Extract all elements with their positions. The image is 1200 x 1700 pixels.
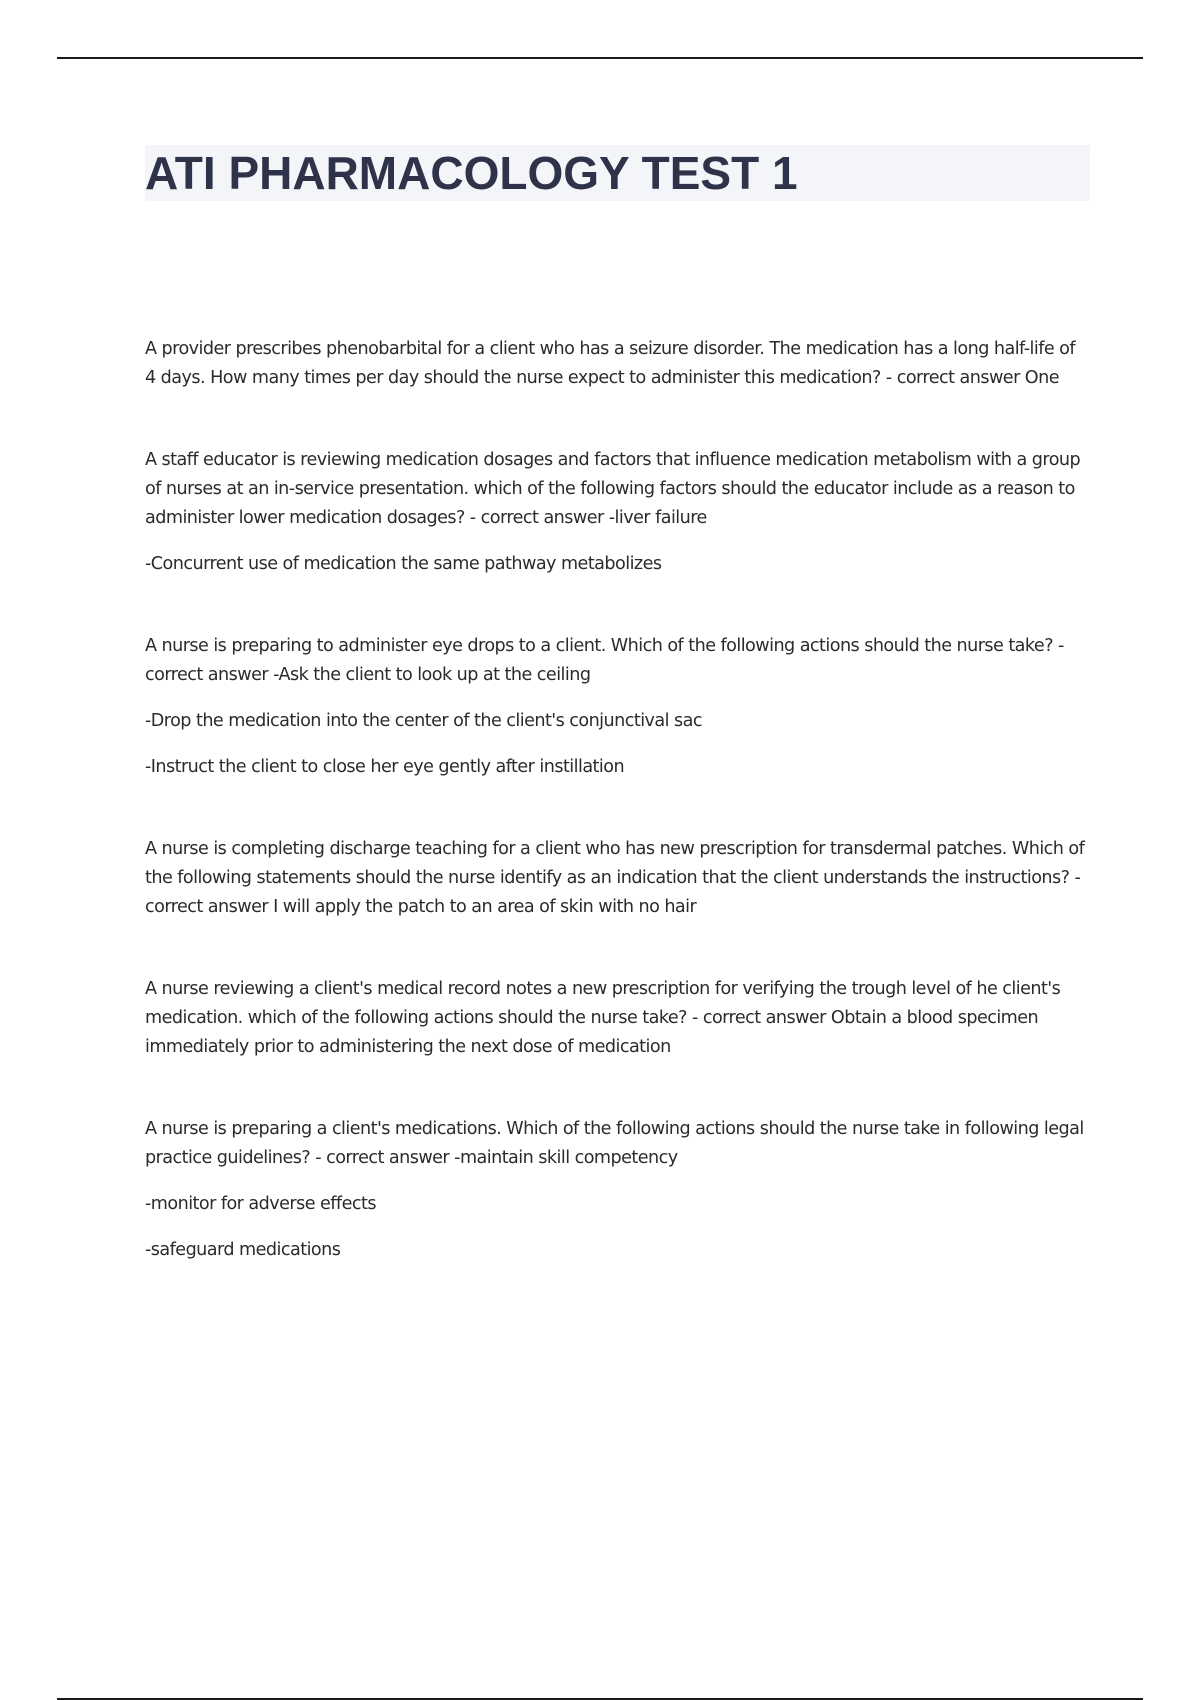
answer-continuation: -Concurrent use of medication the same pathway metabolizes (145, 554, 662, 574)
question-text: A nurse is preparing a client's medications. Which of the following actions should the nurse take in following legal practice guidelines? - correct answer -maintain skill competency (145, 1119, 1084, 1168)
question-item (145, 335, 1090, 393)
question-text: A nurse is completing discharge teaching for a client who has new prescription for transdermal patches. Which of the following statements should the nurse identify as an indication that the client understands the instructions? - correct answer I will apply the patch to an area of skin with no hair (145, 839, 1085, 917)
question-text: A nurse is preparing to administer eye drops to a client. Which of the following actions should the nurse take? - correct answer -Ask the client to look up at the ceiling (145, 636, 1064, 685)
question-text: A provider prescribes phenobarbital for a client who has a seizure disorder. The medication has a long half-life of 4 days. How many times per day should the nurse expect to administer this medication? - correct answer One (145, 339, 1076, 388)
page-title: ATI PHARMACOLOGY TEST 1 (145, 147, 798, 199)
answer-continuation: -safeguard medications (145, 1240, 341, 1260)
question-item (145, 632, 1090, 782)
answer-continuation: -Drop the medication into the center of the client's conjunctival sac (145, 711, 702, 731)
question-text: A staff educator is reviewing medication dosages and factors that influence medication metabolism with a group of nurses at an in-service presentation. which of the following factors should the educator include as a reason to administer lower medication dosages? - correct answer -liver failure (145, 450, 1081, 528)
question-item (145, 835, 1090, 922)
answer-continuation: -monitor for adverse effects (145, 1194, 376, 1214)
question-item (145, 1115, 1090, 1265)
top-rule (57, 57, 1143, 59)
question-item (145, 446, 1090, 579)
question-item (145, 975, 1090, 1062)
answer-continuation: -Instruct the client to close her eye gently after instillation (145, 757, 625, 777)
question-text: A nurse reviewing a client's medical record notes a new prescription for verifying the trough level of he client's medication. which of the following actions should the nurse take? - correct answer Obtain a blood specimen immediately prior to administering the next dose of medication (145, 979, 1061, 1057)
question-list (145, 335, 1090, 1318)
